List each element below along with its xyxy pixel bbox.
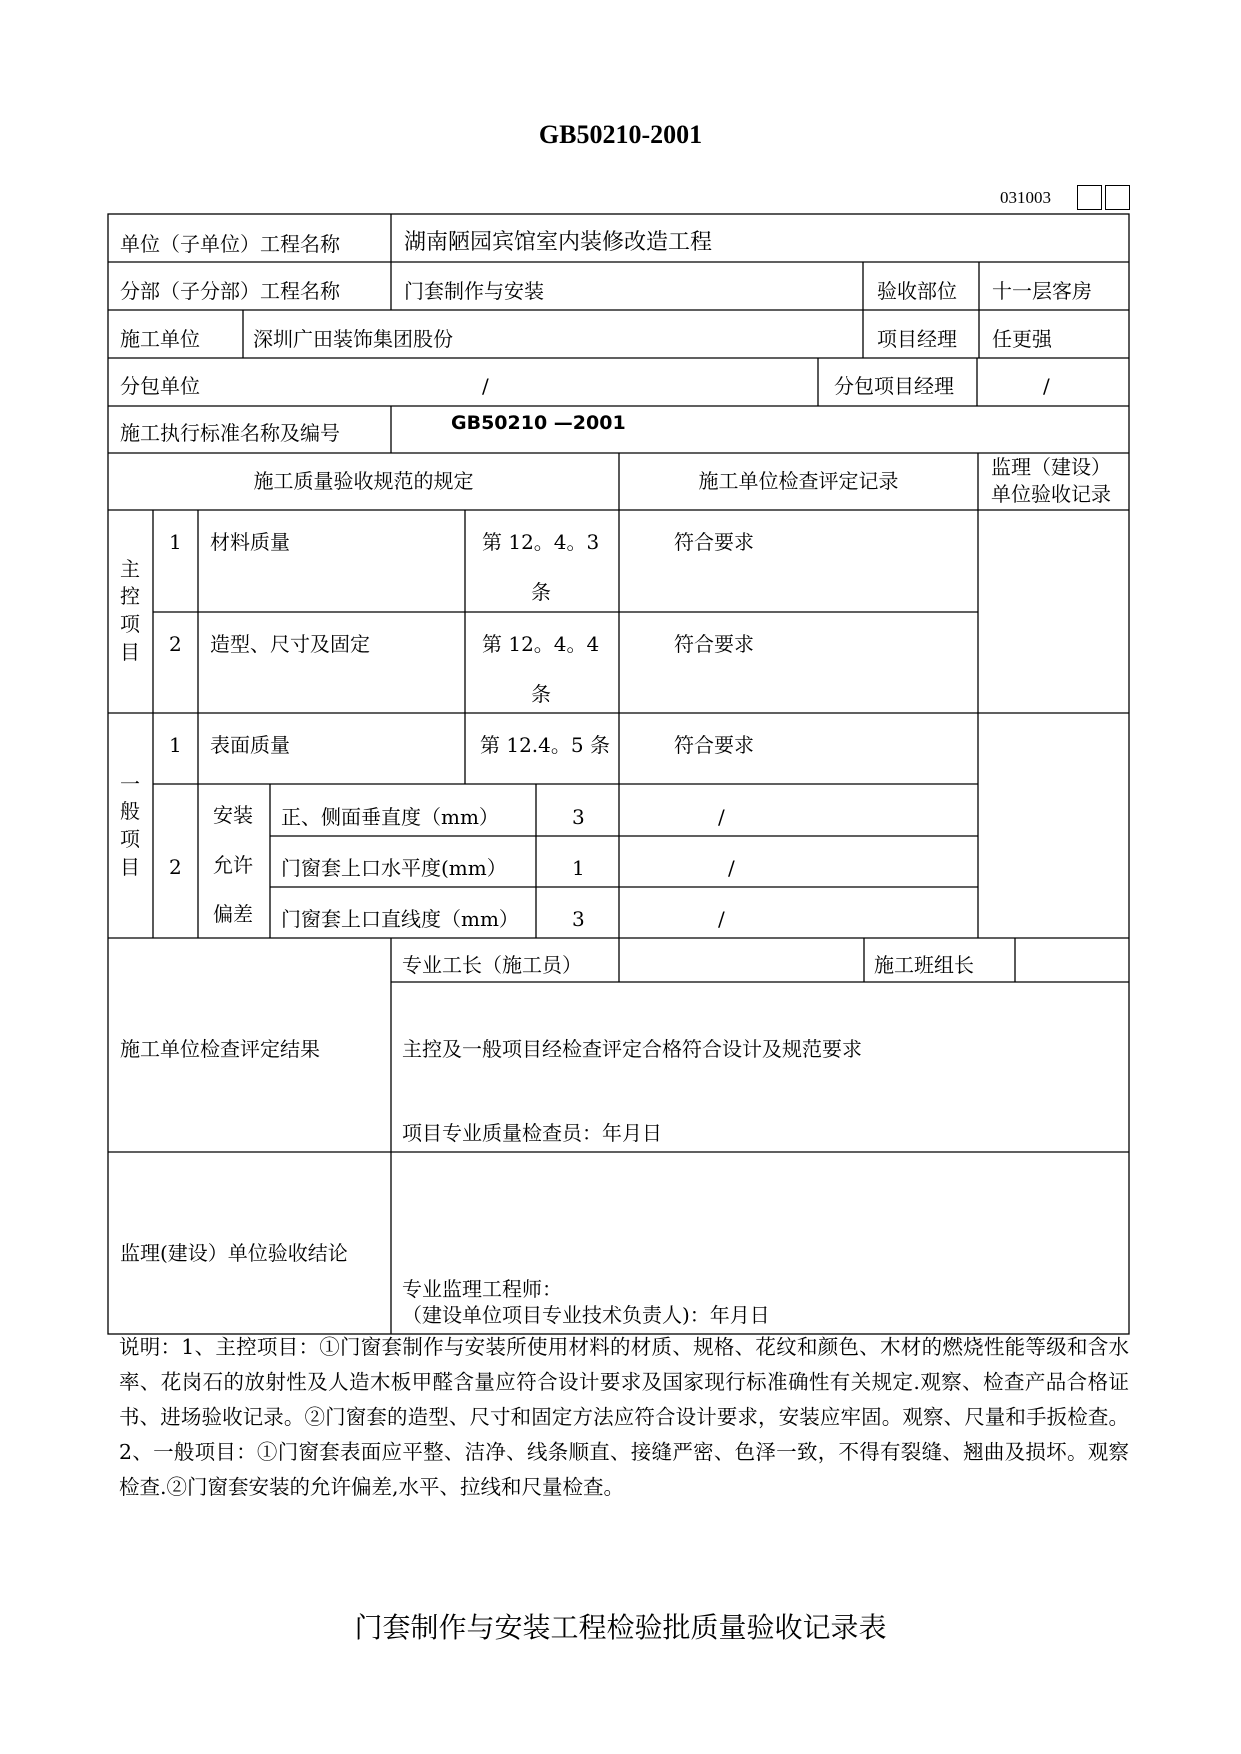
form-code: 031003 xyxy=(1000,188,1051,207)
main-item-2-clause-line2: 条 xyxy=(531,682,551,706)
contractor-value: 深圳广田装饰集团股份 xyxy=(253,327,453,351)
unit-project-label: 单位（子单位）工程名称 xyxy=(120,232,340,256)
general-item-2-no: 2 xyxy=(169,855,182,879)
form-title: 门套制作与安装工程检验批质量验收记录表 xyxy=(354,1611,887,1644)
sub-project-value: 门套制作与安装 xyxy=(404,279,544,303)
main-control-char-3: 项 xyxy=(120,612,140,636)
contractor-result-label: 施工单位检查评定结果 xyxy=(120,1037,320,1061)
main-control-char-1: 主 xyxy=(120,557,140,581)
notes-paragraph: 说明：1、主控项目：①门窗套制作与安装所使用材料的材质、规格、花纹和颜色、木材的燃烧性能等级和含水率、花岗石的放射性及人造木板甲醛含量应符合设计要求及国家现行标准确性有关规定.观察、检查产品合格证书、进场验收记录。②门窗套的造型、尺寸和固定方法应符合设计要求，安装应牢固。观察、尺量和手扳检查。2、一般项目：①门窗套表面应平整、洁净、线条顺直、接缝严密、色泽一致，不得有裂缝、翘曲及损坏。观察检查.②门窗套安装的允许偏差,水平、拉线和尺量检查。 xyxy=(119,1335,1129,1499)
tolerance-row-2-value: 1 xyxy=(572,856,585,880)
general-char-1: 一 xyxy=(120,772,140,796)
subcontractor-label: 分包单位 xyxy=(120,374,200,398)
sub-project-label: 分部（子分部）工程名称 xyxy=(120,279,340,303)
general-char-4: 目 xyxy=(120,855,140,879)
foreman-label: 专业工长（施工员） xyxy=(402,953,582,977)
unit-project-value: 湖南陋园宾馆室内装修改造工程 xyxy=(404,230,713,255)
tolerance-row-2-result: / xyxy=(728,856,735,880)
tolerance-row-1-value: 3 xyxy=(572,805,585,829)
sub-pm-value: / xyxy=(1043,374,1050,398)
contractor-label: 施工单位 xyxy=(120,327,200,351)
main-item-1-name: 材料质量 xyxy=(210,530,290,554)
general-item-1-no: 1 xyxy=(169,733,182,757)
general-item-1-name: 表面质量 xyxy=(210,733,290,757)
main-control-char-2: 控 xyxy=(120,584,140,608)
contractor-record-header: 施工单位检查评定记录 xyxy=(698,469,899,493)
tolerance-label-1: 安装 xyxy=(213,803,253,827)
quality-inspector-line: 项目专业质量检查员：年月日 xyxy=(402,1121,662,1145)
project-manager-value: 任更强 xyxy=(992,327,1052,351)
general-item-1-result: 符合要求 xyxy=(674,733,754,757)
supervisor-engineer-line: 专业监理工程师： xyxy=(402,1277,562,1301)
main-item-2-result: 符合要求 xyxy=(674,632,754,656)
main-item-2-clause-line1: 第 12。4。4 xyxy=(482,632,600,656)
acceptance-part-label: 验收部位 xyxy=(877,279,957,303)
supervisor-conclusion-label: 监理(建设）单位验收结论 xyxy=(120,1241,348,1265)
team-leader-label: 施工班组长 xyxy=(874,953,974,977)
main-item-2-no: 2 xyxy=(169,632,182,656)
sub-pm-label: 分包项目经理 xyxy=(834,374,954,398)
tolerance-row-3-name: 门窗套上口直线度（mm） xyxy=(281,907,519,931)
tolerance-row-3-value: 3 xyxy=(572,907,585,931)
subcontractor-value: / xyxy=(482,374,489,398)
main-item-1-result: 符合要求 xyxy=(674,530,754,554)
standard-title: GB50210-2001 xyxy=(538,120,703,149)
main-item-1-clause-line2: 条 xyxy=(531,580,551,604)
general-char-3: 项 xyxy=(120,827,140,851)
main-control-char-4: 目 xyxy=(120,640,140,664)
standard-name-label: 施工执行标准名称及编号 xyxy=(120,421,340,445)
supervisor-record-header-line2: 单位验收记录 xyxy=(991,482,1111,506)
acceptance-part-value: 十一层客房 xyxy=(992,279,1092,303)
main-item-1-no: 1 xyxy=(169,530,182,554)
tolerance-row-3-result: / xyxy=(718,907,725,931)
client-responsible-line: （建设单位项目专业技术负责人)：年月日 xyxy=(402,1303,770,1327)
tolerance-label-2: 允许 xyxy=(213,853,253,877)
general-char-2: 般 xyxy=(120,799,140,823)
tolerance-row-1-result: / xyxy=(718,805,725,829)
tolerance-row-2-name: 门窗套上口水平度(mm） xyxy=(281,856,507,880)
main-item-1-clause-line1: 第 12。4。3 xyxy=(482,530,600,554)
contractor-conclusion: 主控及一般项目经检查评定合格符合设计及规范要求 xyxy=(402,1037,862,1061)
supervisor-record-header-line1: 监理（建设） xyxy=(991,455,1111,479)
spec-column-header: 施工质量验收规范的规定 xyxy=(253,469,474,493)
main-item-2-name: 造型、尺寸及固定 xyxy=(210,632,370,656)
standard-name-value: GB50210 —2001 xyxy=(451,412,626,434)
project-manager-label: 项目经理 xyxy=(877,327,957,351)
tolerance-label-3: 偏差 xyxy=(213,902,253,926)
general-item-1-clause: 第 12.4。5 条 xyxy=(480,733,610,757)
tolerance-row-1-name: 正、侧面垂直度（mm） xyxy=(281,805,499,829)
